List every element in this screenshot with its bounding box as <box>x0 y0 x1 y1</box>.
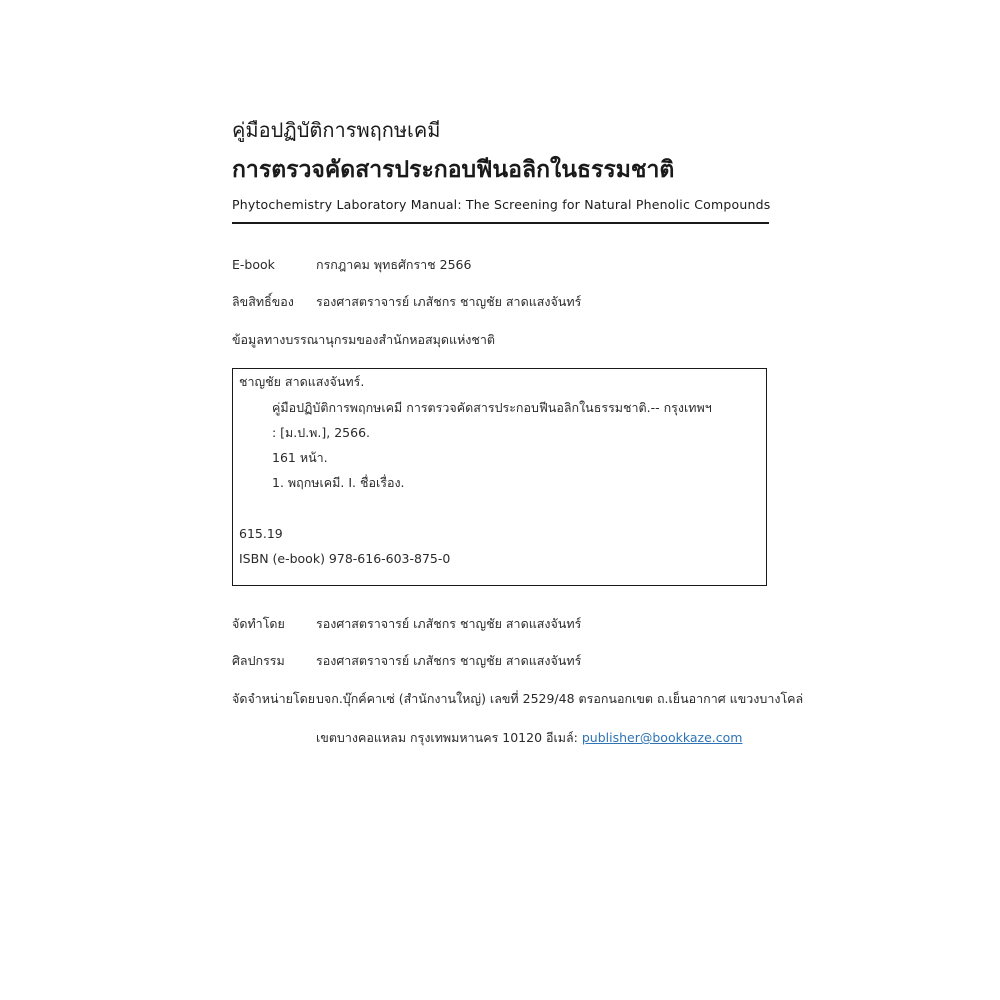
distributor-address-line2 <box>316 729 742 747</box>
copyright-holder: รองศาสตราจารย์ เภสัชกร ชาญชัย สาดแสงจันทร์ <box>316 294 582 309</box>
ebook-label: E-book <box>232 257 275 272</box>
publisher-email-link[interactable]: publisher@bookkaze.com <box>581 730 743 745</box>
catalog-publisher-line: : [ม.ป.พ.], 2566. <box>272 425 371 440</box>
book-title-english: Phytochemistry Laboratory Manual: The Screening for Natural Phenolic Compounds <box>232 197 771 212</box>
distributor-address-line1: บจก.บุ๊กค์คาเซ่ (สำนักงานใหญ่) เลขที่ 2529/48 ตรอกนอกเขต ถ.เย็นอากาศ แขวงบางโคล่ <box>316 691 804 706</box>
catalog-title-line: คู่มือปฏิบัติการพฤกษเคมี การตรวจคัดสารประกอบฟีนอลิกในธรรมชาติ.-- กรุงเทพฯ <box>272 400 712 415</box>
ebook-date: กรกฎาคม พุทธศักราช 2566 <box>316 257 472 272</box>
title-divider <box>232 222 769 224</box>
produced-by-label: จัดทำโดย <box>232 616 285 631</box>
book-subtitle-thai: การตรวจคัดสารประกอบฟีนอลิกในธรรมชาติ <box>232 157 675 183</box>
catalog-class-number: 615.19 <box>239 526 283 541</box>
distributor-address-prefix: เขตบางคอแหลม กรุงเทพมหานคร 10120 อีเมล์: <box>316 730 582 745</box>
catalog-heading: ข้อมูลทางบรรณานุกรมของสำนักหอสมุดแห่งชาติ <box>232 332 496 347</box>
copyright-label: ลิขสิทธิ์ของ <box>232 294 294 309</box>
produced-by-value: รองศาสตราจารย์ เภสัชกร ชาญชัย สาดแสงจันทร์ <box>316 616 582 631</box>
book-title-thai: คู่มือปฏิบัติการพฤกษเคมี <box>232 118 441 142</box>
distributor-label: จัดจำหน่ายโดย <box>232 691 316 706</box>
cataloging-in-publication-box <box>232 368 767 586</box>
artwork-value: รองศาสตราจารย์ เภสัชกร ชาญชัย สาดแสงจันทร์ <box>316 653 582 668</box>
catalog-pages-line: 161 หน้า. <box>272 450 328 465</box>
catalog-subject-line: 1. พฤกษเคมี. I. ชื่อเรื่อง. <box>272 475 405 490</box>
catalog-isbn: ISBN (e-book) 978-616-603-875-0 <box>239 551 451 566</box>
artwork-label: ศิลปกรรม <box>232 653 285 668</box>
catalog-author: ชาญชัย สาดแสงจันทร์. <box>239 374 365 389</box>
